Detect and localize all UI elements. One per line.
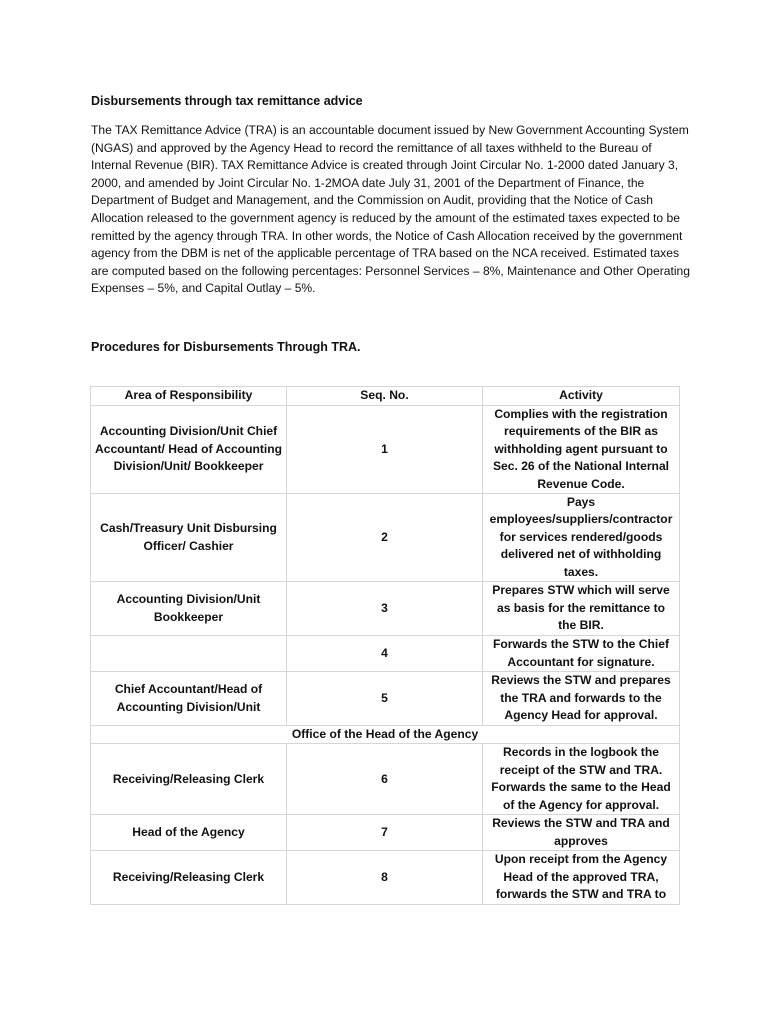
table-row — [91, 744, 680, 815]
seq-cell: 3 — [287, 582, 483, 636]
seq-cell: 4 — [287, 636, 483, 672]
table-row — [91, 851, 680, 905]
table-row — [91, 494, 680, 582]
table-header-row — [91, 387, 680, 406]
seq-cell: 6 — [287, 744, 483, 815]
body-paragraph: The TAX Remittance Advice (TRA) is an accountable document issued by New Government Accounting System (NGAS) and approved by the Agency Head to record the remittance of all taxes withheld to the Bureau of Internal Revenue (BIR). TAX Remittance Advice is created through Joint Circular No. 1-2000 dated January 3, 2000, and amended by Joint Circular No. 1-2MOA date July 31, 2001 of the Department of Finance, the Department of Budget and Management, and the Commission on Audit, providing that the Notice of Cash Allocation released to the government agency is reduced by the amount of the estimated taxes expected to be remitted by the agency through TRA. In other words, the Notice of Cash Allocation received by the government agency from the DBM is net of the applicable percentage of TRA based on the NCA received. Estimated taxes are computed based on the following percentages: Personnel Services – 8%, Maintenance and Other Operating Expenses – 5%, and Capital Outlay – 5%. — [91, 123, 691, 296]
table-row — [91, 582, 680, 636]
procedures-heading: Procedures for Disbursements Through TRA. — [91, 340, 361, 354]
seq-cell: 8 — [287, 851, 483, 905]
area-cell: Head of the Agency — [91, 815, 287, 851]
procedures-table — [90, 386, 680, 905]
area-cell: Receiving/Releasing Clerk — [91, 744, 287, 815]
area-cell: Chief Accountant/Head of Accounting Division/Unit — [91, 672, 287, 726]
seq-cell: 1 — [287, 406, 483, 494]
activity-cell: Prepares STW which will serve as basis for the remittance to the BIR. — [483, 582, 680, 636]
section-heading: Disbursements through tax remittance advice — [91, 94, 363, 108]
seq-cell: 7 — [287, 815, 483, 851]
activity-cell: Records in the logbook the receipt of the STW and TRA. Forwards the same to the Head of the Agency for approval. — [483, 744, 680, 815]
area-cell: Accounting Division/Unit Chief Accountant/ Head of Accounting Division/Unit/ Bookkeeper — [91, 406, 287, 494]
activity-cell: Pays employees/suppliers/contractor for services rendered/goods delivered net of withholding taxes. — [483, 494, 680, 582]
activity-cell: Forwards the STW to the Chief Accountant for signature. — [483, 636, 680, 672]
area-cell: Accounting Division/Unit Bookkeeper — [91, 582, 287, 636]
table-row — [91, 815, 680, 851]
table-row — [91, 672, 680, 726]
column-header-activity: Activity — [483, 387, 680, 406]
table-row — [91, 636, 680, 672]
area-cell: Cash/Treasury Unit Disbursing Officer/ Cashier — [91, 494, 287, 582]
activity-cell: Reviews the STW and TRA and approves — [483, 815, 680, 851]
table-row — [91, 406, 680, 494]
activity-cell: Complies with the registration requirements of the BIR as withholding agent pursuant to Sec. 26 of the National Internal Revenue Code. — [483, 406, 680, 494]
table-section-row — [91, 726, 680, 744]
seq-cell: 5 — [287, 672, 483, 726]
column-header-seq: Seq. No. — [287, 387, 483, 406]
seq-cell: 2 — [287, 494, 483, 582]
area-cell: Receiving/Releasing Clerk — [91, 851, 287, 905]
area-cell — [91, 636, 287, 672]
section-row-label: Office of the Head of the Agency — [91, 726, 680, 744]
column-header-area: Area of Responsibility — [91, 387, 287, 406]
activity-cell: Reviews the STW and prepares the TRA and forwards to the Agency Head for approval. — [483, 672, 680, 726]
activity-cell: Upon receipt from the Agency Head of the approved TRA, forwards the STW and TRA to — [483, 851, 680, 905]
